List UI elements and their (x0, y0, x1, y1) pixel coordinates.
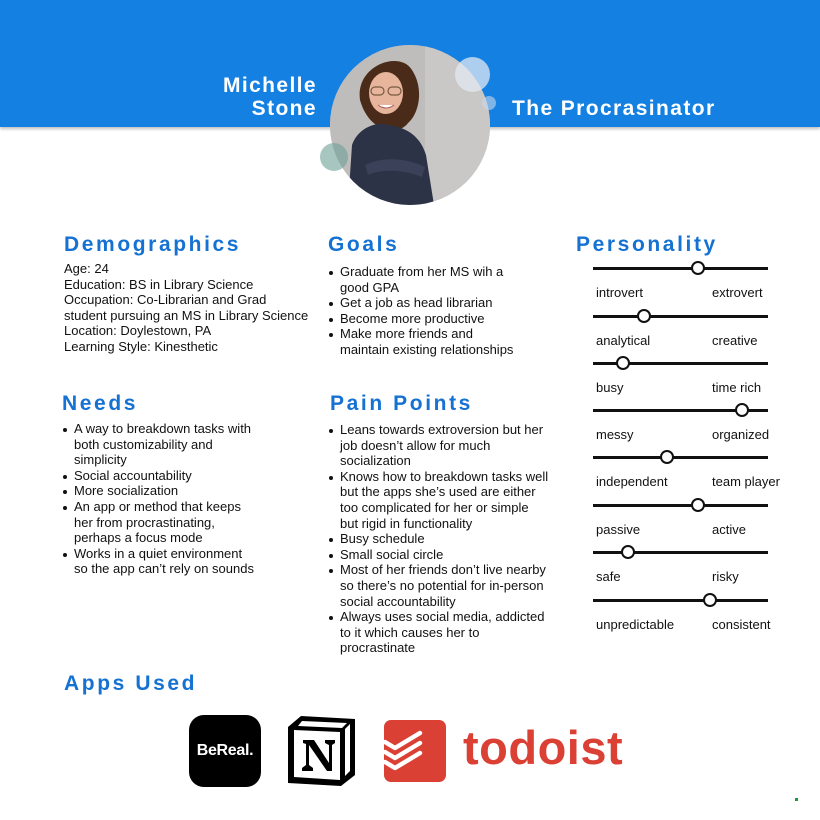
pain-points-list (328, 422, 568, 656)
demographics-line: Education: BS in Library Science (64, 276, 254, 292)
demographics-line: student pursuing an MS in Library Science (64, 307, 309, 323)
goals-title: Goals (328, 233, 400, 256)
personality-slider[interactable] (593, 546, 768, 560)
demographics-title: Demographics (64, 233, 242, 256)
demographics-line: Location: Doylestown, PA (64, 323, 212, 339)
slider-left-label: analytical (596, 333, 651, 348)
slider-right-label: organized (712, 427, 770, 442)
personality-slider[interactable] (593, 594, 768, 608)
need-item: Works in a quiet environment so the app can’t rely on sounds (62, 546, 312, 577)
pain-point-item: Leans towards extroversion but her job doesn’t allow for much socialization (328, 422, 568, 469)
demographics-list (64, 261, 308, 355)
decorative-bubble (482, 96, 496, 110)
slider-right-label: team player (712, 474, 780, 489)
slider-knob[interactable] (621, 545, 635, 559)
needs-title: Needs (62, 392, 139, 415)
persona-name (223, 74, 317, 120)
notion-logo (285, 713, 358, 789)
slider-track (593, 315, 768, 318)
persona-first-name: Michelle (222, 74, 317, 97)
slider-right-label: time rich (712, 380, 762, 395)
goal-item: Make more friends and maintain existing relationships (328, 326, 568, 357)
decorative-bubble (320, 143, 348, 171)
personality-slider[interactable] (593, 404, 768, 418)
slider-knob[interactable] (691, 498, 705, 512)
goals-list (328, 264, 568, 358)
slider-left-label: safe (596, 569, 621, 584)
slider-track (593, 551, 768, 554)
slider-knob[interactable] (735, 403, 749, 417)
slider-left-label: unpredictable (596, 617, 675, 632)
apps-title: Apps Used (64, 672, 198, 695)
slider-left-label: independent (596, 474, 668, 489)
demographics-line: Learning Style: Kinesthetic (64, 338, 218, 354)
decorative-bubble (455, 57, 490, 92)
need-item: Social accountability (62, 468, 312, 484)
personality-slider[interactable] (593, 499, 768, 513)
slider-right-label: risky (712, 569, 739, 584)
slider-right-label: active (712, 522, 746, 537)
pain-point-item: Busy schedule (328, 531, 568, 547)
slider-right-label: extrovert (712, 285, 763, 300)
slider-left-label: messy (596, 427, 634, 442)
slider-right-label: consistent (712, 617, 771, 632)
personality-title: Personality (576, 233, 718, 256)
pain-point-item: Knows how to breakdown tasks well but the apps she’s used are either too complicated for her or simple but rigid in functionality (328, 469, 568, 531)
decorative-dot (795, 798, 798, 801)
notion-logo-icon (285, 713, 358, 789)
todoist-logo (384, 720, 446, 782)
need-item: A way to breakdown tasks with both customizability and simplicity (62, 421, 312, 468)
pain-point-item: Most of her friends don’t live nearby so there’s no potential for in-person social accountability (328, 562, 568, 609)
personality-slider[interactable] (593, 357, 768, 371)
slider-left-label: busy (596, 380, 624, 395)
persona-archetype: The Procrasinator (512, 97, 716, 120)
todoist-logo-icon (384, 720, 446, 782)
need-item: More socialization (62, 483, 312, 499)
todoist-wordmark: todoist (463, 721, 624, 774)
bereal-logo-text: BeReal. (196, 742, 254, 759)
slider-track (593, 456, 768, 459)
slider-knob[interactable] (660, 450, 674, 464)
bereal-logo (189, 715, 261, 787)
personality-slider[interactable] (593, 451, 768, 465)
personality-slider[interactable] (593, 262, 768, 276)
needs-list (62, 421, 312, 577)
slider-track (593, 267, 768, 270)
demographics-line: Occupation: Co-Librarian and Grad (64, 292, 267, 308)
slider-knob[interactable] (703, 593, 717, 607)
goal-item: Get a job as head librarian (328, 295, 568, 311)
goal-item: Graduate from her MS wih a good GPA (328, 264, 568, 295)
demographics-line: Age: 24 (64, 261, 109, 276)
pain-point-item: Small social circle (328, 547, 568, 563)
pain-point-item: Always uses social media, addicted to it which causes her to procrastinate (328, 609, 568, 656)
slider-left-label: passive (596, 522, 641, 537)
slider-knob[interactable] (616, 356, 630, 370)
slider-knob[interactable] (637, 309, 651, 323)
slider-track (593, 599, 768, 602)
persona-last-name: Stone (251, 97, 317, 120)
slider-knob[interactable] (691, 261, 705, 275)
personality-slider[interactable] (593, 310, 768, 324)
pain-points-title: Pain Points (330, 392, 473, 415)
need-item: An app or method that keeps her from procrastinating, perhaps a focus mode (62, 499, 312, 546)
slider-right-label: creative (712, 333, 758, 348)
goal-item: Become more productive (328, 311, 568, 327)
slider-track (593, 504, 768, 507)
slider-left-label: introvert (596, 285, 643, 300)
